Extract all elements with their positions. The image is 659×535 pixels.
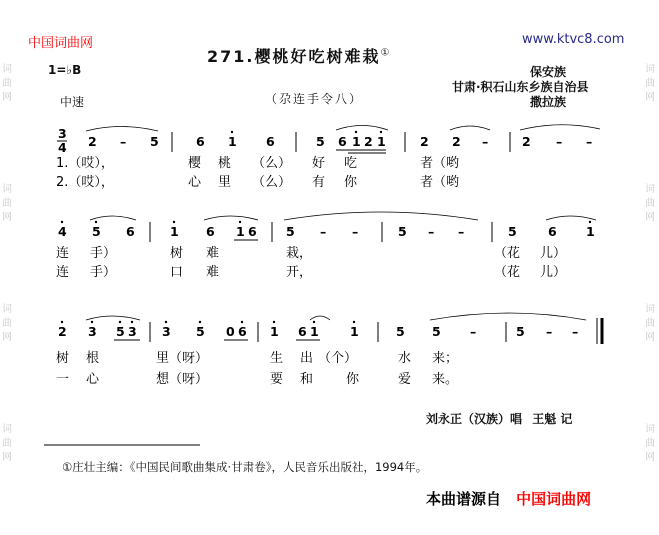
watermark-char: 网 [2,332,12,343]
note-dash: – [482,134,489,149]
lyric: 吃 [344,156,358,171]
slur [86,316,140,320]
song-title-text: 271.樱桃好吃树难栽 [207,47,381,66]
watermark-char: 曲 [2,198,12,209]
note: 5 [432,324,441,339]
time-signature-top: 3 [58,126,67,141]
lyric: 者（哟 [420,175,460,190]
watermark-char: 曲 [645,318,655,329]
slur [450,126,490,130]
lyric: 出 [300,351,314,366]
high-dot [95,221,97,223]
lyric: 手） [90,246,117,261]
high-dot [131,321,133,323]
watermark-char: 词 [645,184,655,195]
watermark-char: 曲 [2,78,12,89]
tie [430,313,586,320]
tempo-marking: 中速 [60,95,85,109]
source-prefix: 本曲谱源自 [426,490,502,508]
lyric: 连 [56,246,70,261]
score-row-2 [56,212,596,280]
slur [86,127,158,132]
lyric: 心 [188,175,202,190]
note: 5 [398,224,407,239]
recorder: 王魁 记 [532,412,573,426]
time-signature-bottom: 4 [58,140,67,155]
note: 5 [286,224,295,239]
lyric: 有 [312,175,326,190]
watermark-char: 网 [2,92,12,103]
lyric: 根 [86,351,100,366]
note: 5 [516,324,525,339]
lyric: 开， [286,265,313,280]
watermark-char: 词 [645,64,655,75]
watermark-char: 曲 [2,318,12,329]
lyric: 者（哟 [420,156,460,171]
note: 6 [298,324,307,339]
note: 1 [236,224,245,239]
watermark-char: 词 [2,184,12,195]
note: 5 [396,324,405,339]
lyric: 手） [90,265,117,280]
note: 1 [352,134,361,149]
watermark-char: 网 [645,332,655,343]
high-dot [91,321,93,323]
watermark-char: 词 [2,64,12,75]
lyric: 树 [170,246,184,261]
note: 5 [316,134,325,149]
site-name[interactable]: 中国词曲网 [28,36,94,51]
high-dot [355,131,357,133]
note: 2 [364,134,373,149]
slur [204,216,258,220]
watermark-char: 网 [2,212,12,223]
lyric: 心 [86,372,100,387]
high-dot [313,321,315,323]
watermark-char: 网 [645,452,655,463]
lyric: 你 [346,372,360,387]
lyric: 难 [206,265,220,280]
note-dash: – [470,324,477,339]
high-dot [165,321,167,323]
note: 1 [586,224,595,239]
credits [426,410,572,427]
slur [90,216,136,220]
origin-ethnic: 保安族 [530,65,567,79]
high-dot [239,221,241,223]
watermark-char: 词 [2,424,12,435]
note: 1 [350,324,359,339]
score-row-3 [56,313,602,387]
lyric: 儿） [540,265,567,280]
note: 6 [338,134,347,149]
watermark-char: 词 [2,304,12,315]
high-dot [353,321,355,323]
note: 4 [58,224,67,239]
note: 0 [226,324,235,339]
note: 5 [92,224,101,239]
high-dot [273,321,275,323]
tie [284,212,478,220]
tie [520,125,600,130]
origin-place: 甘肃·积石山东乡族自治县 [452,80,589,94]
lyric: 想（呀） [156,372,209,387]
note: 5 [508,224,517,239]
lyric: 桃 [218,156,232,171]
note: 6 [548,224,557,239]
lyric: 和 [300,372,314,387]
lyric: 你 [344,175,358,190]
note: 2 [58,324,67,339]
lyric: 1.（哎）， [56,156,114,171]
note: 3 [88,324,97,339]
note: 1 [170,224,179,239]
lyric: （花 [494,265,521,280]
note-dash: – [320,224,327,239]
performer: 刘永正（汉族）唱 [426,412,523,426]
lyric: 里 [218,175,232,190]
lyric: 栽， [286,246,313,261]
watermark-char: 曲 [645,438,655,449]
slur [546,216,596,220]
lyric: 生 [270,351,284,366]
note-dash: – [428,224,435,239]
lyric: 连 [56,265,70,280]
source-name[interactable]: 中国词曲网 [516,490,592,508]
lyric: （么） [252,175,292,190]
note: 6 [206,224,215,239]
note: 1 [270,324,279,339]
site-url[interactable]: www.ktvc8.com [522,32,625,47]
note-dash: – [586,134,593,149]
note-dash: – [546,324,553,339]
note: 6 [126,224,135,239]
note: 6 [196,134,205,149]
high-dot [119,321,121,323]
note: 1 [228,134,237,149]
note-dash: – [572,324,579,339]
high-dot [241,321,243,323]
lyric: 里（呀） [156,351,209,366]
note-dash: – [458,224,465,239]
note: 2 [522,134,531,149]
source-line [426,488,591,509]
lyric: （么） [252,156,292,171]
note: 3 [128,324,137,339]
title-footnote-mark: ① [380,47,392,59]
lyric: 水 [398,351,412,366]
note: 6 [266,134,275,149]
watermark-char: 曲 [645,198,655,209]
note: 2 [452,134,461,149]
watermark-char: 网 [645,212,655,223]
note-dash: – [352,224,359,239]
note: 5 [150,134,159,149]
note: 3 [162,324,171,339]
lyric: 儿） [540,246,567,261]
high-dot [231,131,233,133]
lyric: 口 [170,265,184,280]
watermark-char: 曲 [2,438,12,449]
high-dot [173,221,175,223]
high-dot [589,221,591,223]
lyric: （个） [318,351,358,366]
watermark-char: 曲 [645,78,655,89]
high-dot [199,321,201,323]
lyric: 爱 [398,372,412,387]
note: 5 [196,324,205,339]
note: 2 [420,134,429,149]
note: 6 [238,324,247,339]
lyric: 要 [270,372,284,387]
watermark-char: 词 [645,424,655,435]
note: 6 [248,224,257,239]
lyric: 来； [432,351,459,366]
note: 5 [116,324,125,339]
lyric: 一 [56,372,70,387]
lyric: 树 [56,351,70,366]
lyric: 好 [312,156,326,171]
high-dot [380,131,382,133]
note-dash: – [556,134,563,149]
note: 2 [88,134,97,149]
lyric: 2.（哎）， [56,175,114,190]
slur [336,126,388,131]
watermark-char: 网 [2,452,12,463]
lyric: 来。 [432,372,459,387]
note: 1 [310,324,319,339]
score-row-1 [56,125,600,190]
high-dot [61,321,63,323]
lyric: （花 [494,246,521,261]
slur [310,316,330,320]
lyric: 樱 [188,156,202,171]
tune-name: （尕连手令八） [265,92,364,106]
key-signature: 1=♭B [48,63,82,77]
lyric: 难 [206,246,220,261]
origin-ethnic-2: 撒拉族 [530,95,567,109]
high-dot [61,221,63,223]
watermark-char: 网 [645,92,655,103]
note: 1 [377,134,386,149]
footnote: ①庄壮主编：《中国民间歌曲集成·甘肃卷》，人民音乐出版社，1994年。 [62,460,428,474]
note-dash: – [120,134,127,149]
watermark-char: 词 [645,304,655,315]
